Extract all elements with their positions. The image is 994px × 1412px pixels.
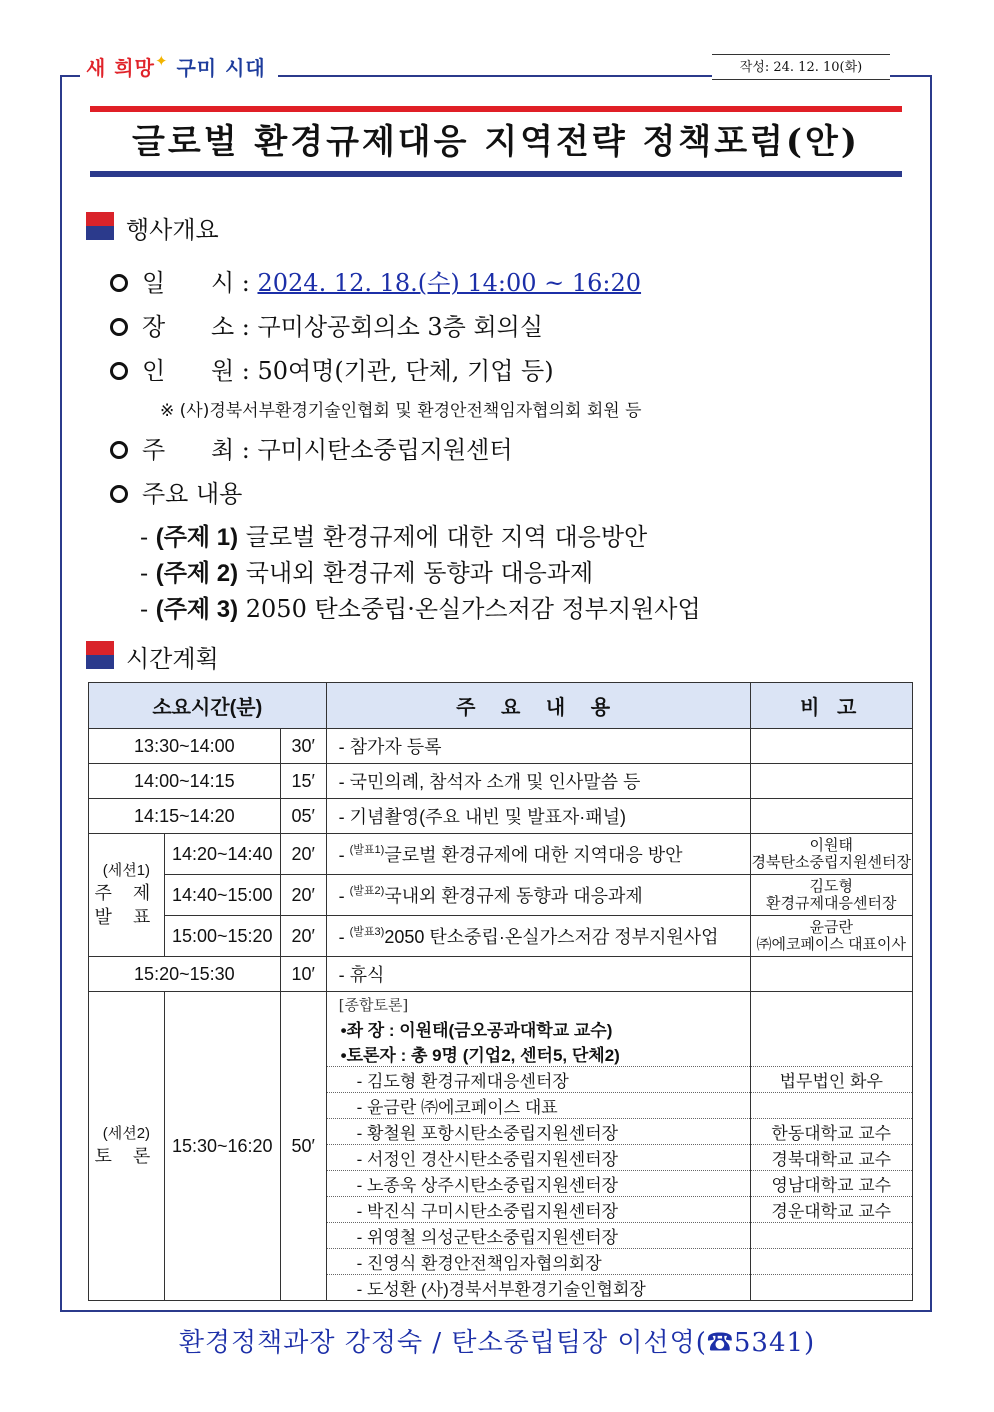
circle-bullet-icon	[110, 318, 128, 336]
circle-bullet-icon	[110, 362, 128, 380]
section-heading-schedule: 시간계획	[126, 645, 219, 673]
table-row-discussion: (세션2) 토 론 15:30~16:20 50′ [종합토론] •좌 장 : 이원태(금오공과대학교 교수) •토론자 : 총 9명 (기업2, 센터5, 단체2) - 김도형 환경규제대응센터장 법무법인 화우 - 윤금란 ㈜에코페이스 대표 - 황철원 포항시탄소중립지원센터장 한동대학교 교수 - 서정인 경산시탄소중립지원센터장 경북대학교 교수 - 노종욱 상주시탄소중립지원센터장 영남대학교 교수 - 박진식 구미시탄소중립지원센터장 경운대학교 교수 - 위영철 의성군탄소중립지원센터장 - 진영식 환경안전책임자협의회장 - 도성환 (사)경북서부환경기술인협회장	[89, 992, 913, 1301]
discussion-panel-list: [종합토론] •좌 장 : 이원태(금오공과대학교 교수) •토론자 : 총 9명 (기업2, 센터5, 단체2) - 김도형 환경규제대응센터장 법무법인 화우 - 윤금란 ㈜에코페이스 대표 - 황철원 포항시탄소중립지원센터장 한동대학교 교수 - 서정인 경산시탄소중립지원센터장 경북대학교 교수 - 노종욱 상주시탄소중립지원센터장 영남대학교 교수 - 박진식 구미시탄소중립지원센터장 경운대학교 교수 - 위영철 의성군탄소중립지원센터장 - 진영식 환경안전책임자협의회장 - 도성환 (사)경북서부환경기술인협회장	[327, 992, 912, 1300]
event-host: 구미시탄소중립지원센터	[257, 436, 513, 464]
session1-label: (세션1) 주 제 발 표	[89, 834, 165, 957]
topic-3: - (주제 3) 2050 탄소중립·온실가스저감 정부지원사업	[140, 595, 701, 623]
topic-1: - (주제 1) 글로벌 환경규제에 대한 지역 대응방안	[140, 523, 648, 551]
table-row: 15:00~15:20 20′ - $^{(발표3)}$2050 탄소중립·온실가스저감 정부지원사업 윤금란 ㈜에코페이스 대표이사	[89, 916, 913, 957]
table-row: 14:15~14:20 05′ - 기념촬영(주요 내빈 및 발표자·패널)	[89, 799, 913, 834]
section-heading-overview: 행사개요	[126, 216, 219, 244]
list-item: - 윤금란 ㈜에코페이스 대표	[327, 1093, 912, 1119]
list-item: - 도성환 (사)경북서부환경기술인협회장	[327, 1275, 912, 1301]
overview-content-row: 주요 내용	[110, 474, 242, 509]
list-item: - 진영식 환경안전책임자협의회장	[327, 1249, 912, 1275]
list-item: - 박진식 구미시탄소중립지원센터장 경운대학교 교수	[327, 1197, 912, 1223]
topic-2: - (주제 2) 국내외 환경규제 동향과 대응과제	[140, 559, 594, 587]
document-date: 작성: 24. 12. 10(화)	[712, 54, 890, 80]
attendees-note: ※ (사)경북서부환경기술인협회 및 환경안전책임자협의회 회원 등	[160, 401, 642, 421]
table-row: 14:00~14:15 15′ - 국민의례, 참석자 소개 및 인사말씀 등	[89, 764, 913, 799]
schedule-table	[88, 682, 913, 1301]
section-marker-icon	[86, 641, 114, 669]
event-datetime: 2024. 12. 18.(수) 14:00 ~ 16:20	[257, 269, 642, 297]
contact-footer: 환경정책과장 강정숙 / 탄소중립팀장 이선영(☎5341)	[178, 1328, 816, 1358]
table-row: 14:40~15:00 20′ - $^{(발표2)}$국내외 환경규제 동향과 대응과제 김도형 환경규제대응센터장	[89, 875, 913, 916]
city-slogan-logo: 새 희망✦ 구미 시대	[86, 52, 266, 80]
session2-label: (세션2) 토 론	[89, 992, 165, 1301]
title-bar-blue	[90, 171, 902, 177]
event-place: 구미상공회의소 3층 회의실	[257, 313, 544, 341]
header-time: 소요시간(분)	[89, 683, 327, 729]
overview-date-row: 일 시 : 2024. 12. 18.(수) 14:00 ~ 16:20	[110, 263, 641, 298]
circle-bullet-icon	[110, 274, 128, 292]
table-row: 13:30~14:00 30′ - 참가자 등록	[89, 729, 913, 764]
event-attendees: 50여명(기관, 단체, 기업 등)	[257, 357, 554, 385]
section-marker-icon	[86, 212, 114, 240]
overview-place-row: 장 소 : 구미상공회의소 3층 회의실	[110, 307, 543, 342]
table-row: (세션1) 주 제 발 표 14:20~14:40 20′ - $^{(발표1)}$글로벌 환경규제에 대한 지역대응 방안 이원태 경북탄소중립지원센터장	[89, 834, 913, 875]
title-bar-red	[90, 106, 902, 112]
table-row: 15:20~15:30 10′ - 휴식	[89, 957, 913, 992]
list-item: - 서정인 경산시탄소중립지원센터장 경북대학교 교수	[327, 1145, 912, 1171]
frame-top-left-line	[60, 75, 80, 77]
header-note: 비 고	[750, 683, 913, 729]
list-item: - 위영철 의성군탄소중립지원센터장	[327, 1223, 912, 1249]
table-header-row	[89, 683, 913, 729]
circle-bullet-icon	[110, 485, 128, 503]
header-content: 주 요 내 용	[326, 683, 750, 729]
star-icon: ✦	[154, 52, 169, 70]
document-title: 글로벌 환경규제대응 지역전략 정책포럼(안)	[132, 122, 860, 162]
overview-host-row: 주 최 : 구미시탄소중립지원센터	[110, 430, 513, 465]
list-item: - 노종욱 상주시탄소중립지원센터장 영남대학교 교수	[327, 1171, 912, 1197]
list-item: - 김도형 환경규제대응센터장 법무법인 화우	[327, 1067, 912, 1093]
overview-people-row: 인 원 : 50여명(기관, 단체, 기업 등)	[110, 351, 554, 386]
circle-bullet-icon	[110, 441, 128, 459]
list-item: - 황철원 포항시탄소중립지원센터장 한동대학교 교수	[327, 1119, 912, 1145]
